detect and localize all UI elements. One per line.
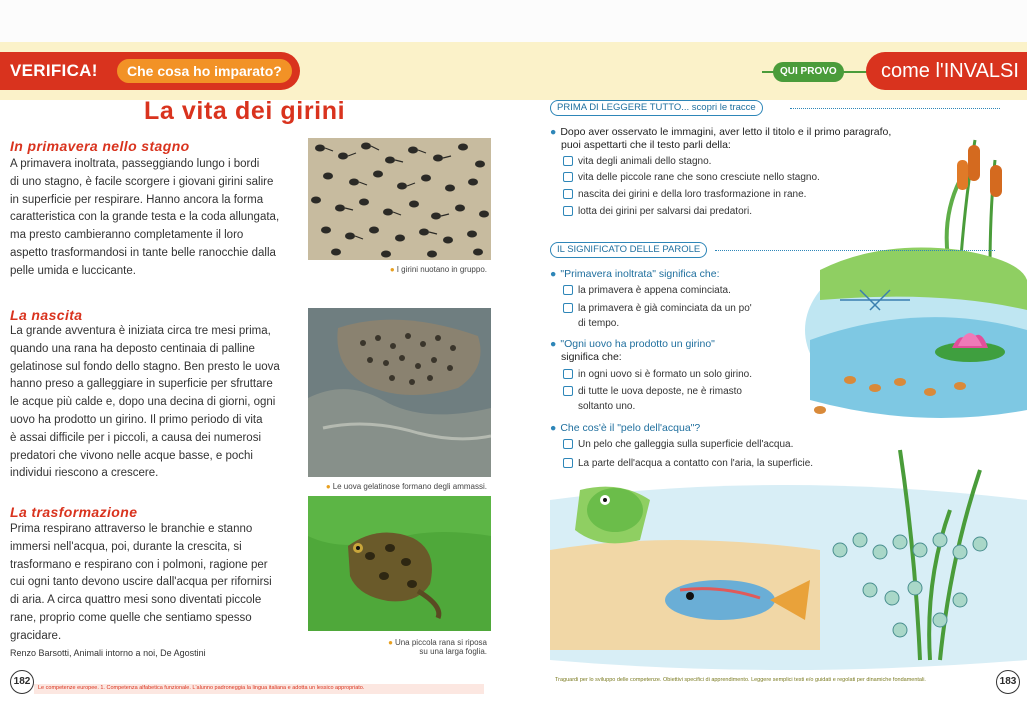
box-line xyxy=(715,250,995,251)
page-number-left: 182 xyxy=(10,670,34,694)
text-line: pelle umida e luccicante. xyxy=(10,264,136,277)
top-margin xyxy=(0,0,1027,42)
answer-option[interactable] xyxy=(563,188,806,201)
option-text: Un pelo che galleggia sulla superficie dell'acqua. xyxy=(578,439,794,450)
option-text: vita delle piccole rane che sono cresciute nello stagno. xyxy=(578,172,820,183)
bullet-icon: ● xyxy=(550,268,557,280)
text-line: cui ogni tanto devono uscire dall'acqua per rifornirsi xyxy=(10,576,272,589)
section-text-trasformazione xyxy=(10,521,298,646)
text-line: in superficie per respirare. Hanno ancora la forma xyxy=(10,193,264,206)
answer-option[interactable] xyxy=(563,171,820,184)
text-line: di aria. A circa quattro mesi sono diventati piccole xyxy=(10,594,262,607)
text-line: aspetto trasformandosi in tante belle ranocchie dalla xyxy=(10,246,276,259)
caption-bullet: ● xyxy=(389,265,395,274)
caption-tadpoles xyxy=(300,265,487,274)
frog-image xyxy=(308,496,491,631)
answer-option[interactable] xyxy=(563,368,752,381)
option-text: nascita dei girini e della loro trasformazione in rane. xyxy=(578,189,807,200)
section-text-nascita xyxy=(10,323,298,483)
section-text-primavera xyxy=(10,156,298,281)
option-continued: soltanto uno. xyxy=(578,401,636,412)
checkbox[interactable] xyxy=(563,458,573,468)
significato-title: IL SIGNIFICATO DELLE PAROLE xyxy=(550,242,707,258)
page-number-right: 183 xyxy=(996,670,1020,694)
verifica-label: VERIFICA! xyxy=(10,61,98,80)
question-text: "Primavera inoltrata" significa che: xyxy=(560,268,720,280)
checkbox[interactable] xyxy=(563,285,573,295)
text-line: le acque più calde e, dopo una decina di giorni, ogni xyxy=(10,396,276,409)
text-line: rane, proprio come quelle che sentiamo spesso xyxy=(10,611,252,624)
frog-photo xyxy=(308,496,491,631)
section-heading-nascita: La nascita xyxy=(10,307,83,323)
option-text: in ogni uovo si è formato un solo girino. xyxy=(578,369,752,380)
qui-provo-badge: QUI PROVO xyxy=(773,62,844,82)
bullet-icon: ● xyxy=(550,422,557,434)
answer-option[interactable] xyxy=(563,302,752,315)
text-line: è assai difficile per i piccoli, a causa dei numerosi xyxy=(10,431,261,444)
section-heading-primavera: In primavera nello stagno xyxy=(10,138,190,154)
text-line: gelatinose sul fondo dello stagno. Ben presto le uova xyxy=(10,360,280,373)
answer-option[interactable] xyxy=(563,155,711,168)
text-line: predatori che vivono nelle acque basse, e pochi xyxy=(10,449,253,462)
checkbox[interactable] xyxy=(563,369,573,379)
answer-option[interactable] xyxy=(563,205,752,218)
author-credit: Renzo Barsotti, Animali intorno a noi, De Agostini xyxy=(10,648,206,658)
bullet-icon: ● xyxy=(550,126,557,138)
text-line: quando una rana ha deposto centinaia di palline xyxy=(10,342,255,355)
tadpoles-image xyxy=(308,138,491,260)
answer-option[interactable] xyxy=(563,385,742,398)
prima-di-leggere-title: PRIMA DI LEGGERE TUTTO... scopri le tracce xyxy=(550,100,763,116)
caption-text: Una piccola rana si riposa xyxy=(394,638,487,647)
text-line: uovo ha prodotto un girino. Il primo periodo di vita xyxy=(10,413,263,426)
option-text: La parte dell'acqua a contatto con l'aria, la superficie. xyxy=(578,458,814,469)
checkbox[interactable] xyxy=(563,206,573,216)
text-line: di uno stagno, è facile scorgere i giovani girini salire xyxy=(10,175,274,188)
question-text: "Ogni uovo ha prodotto un girino" xyxy=(560,338,715,350)
caption-eggs xyxy=(300,482,487,491)
question-1-continued: puoi aspettarti che il testo parli della: xyxy=(561,139,731,151)
option-text: la primavera è appena cominciata. xyxy=(578,285,731,296)
checkbox[interactable] xyxy=(563,439,573,449)
checkbox[interactable] xyxy=(563,156,573,166)
text-line: immersi nell'acqua, poi, durante la crescita, si xyxy=(10,540,242,553)
answer-option[interactable] xyxy=(563,438,793,451)
caption-text: Le uova gelatinose formano degli ammassi. xyxy=(332,482,487,491)
bullet-icon: ● xyxy=(550,338,557,350)
text-line: A primavera inoltrata, passeggiando lungo i bordi xyxy=(10,158,260,170)
header-subtitle: Che cosa ho imparato? xyxy=(117,59,292,83)
box-line xyxy=(790,108,1000,109)
caption-bullet: ● xyxy=(325,482,331,491)
footer-note-right: Traguardi per lo sviluppo delle competenze. Obiettivi specifici di apprendimento. Leggere semplici testi e/o guidati e regolati per dinamiche fondamentali. xyxy=(555,677,926,683)
option-text: di tutte le uova deposte, ne è rimasto xyxy=(578,386,742,397)
text-line: gracidare. xyxy=(10,629,62,642)
text-line: trasformano e respirano con i polmoni, ragione per xyxy=(10,558,268,571)
question-3 xyxy=(550,338,715,351)
text-line: Prima respirano attraverso le branchie e stanno xyxy=(10,523,253,535)
eggs-image xyxy=(308,308,491,477)
caption-bullet: ● xyxy=(388,638,393,647)
option-text: la primavera è già cominciata da un po' xyxy=(578,303,752,314)
eggs-photo xyxy=(308,308,491,477)
page-title: La vita dei girini xyxy=(144,97,346,125)
caption-line: su una larga foglia. xyxy=(419,647,487,656)
text-line: ma presto cambieranno completamente il loro xyxy=(10,229,244,242)
text-line: individui riescono a crescere. xyxy=(10,467,159,480)
footer-note-left: Le competenze europee. 1. Competenza alfabetica funzionale. L'alunno padroneggia la lingua italiana e adotta un lessico appropriato. xyxy=(38,685,365,691)
checkbox[interactable] xyxy=(563,189,573,199)
tadpoles-photo xyxy=(308,138,491,260)
question-3-continued: significa che: xyxy=(561,351,622,363)
option-continued: di tempo. xyxy=(578,318,620,329)
question-text: Dopo aver osservato le immagini, aver letto il titolo e il primo paragrafo, xyxy=(560,126,892,138)
section-heading-trasformazione: La trasformazione xyxy=(10,504,138,520)
answer-option[interactable] xyxy=(563,457,813,470)
option-text: vita degli animali dello stagno. xyxy=(578,156,712,167)
text-line: La grande avventura è iniziata circa tre mesi prima, xyxy=(10,325,271,337)
invalsi-label: come l'INVALSI xyxy=(881,60,1019,82)
answer-option[interactable] xyxy=(563,284,731,297)
question-text: Che cos'è il "pelo dell'acqua"? xyxy=(560,422,701,434)
caption-text: I girini nuotano in gruppo. xyxy=(396,265,487,274)
question-4 xyxy=(550,422,700,435)
checkbox[interactable] xyxy=(563,303,573,313)
caption-line xyxy=(300,638,487,647)
option-text: lotta dei girini per salvarsi dai predatori. xyxy=(578,206,752,217)
caption-frog xyxy=(300,638,487,656)
text-line: hanno preso a galleggiare in superficie per sfruttare xyxy=(10,378,273,391)
pond-scene xyxy=(805,248,1027,419)
question-1 xyxy=(550,126,891,139)
text-line: caratteristica con la grande testa e la coda allungata, xyxy=(10,211,280,224)
checkbox[interactable] xyxy=(563,386,573,396)
underwater-scene xyxy=(550,450,1027,670)
question-2 xyxy=(550,268,720,281)
checkbox[interactable] xyxy=(563,172,573,182)
